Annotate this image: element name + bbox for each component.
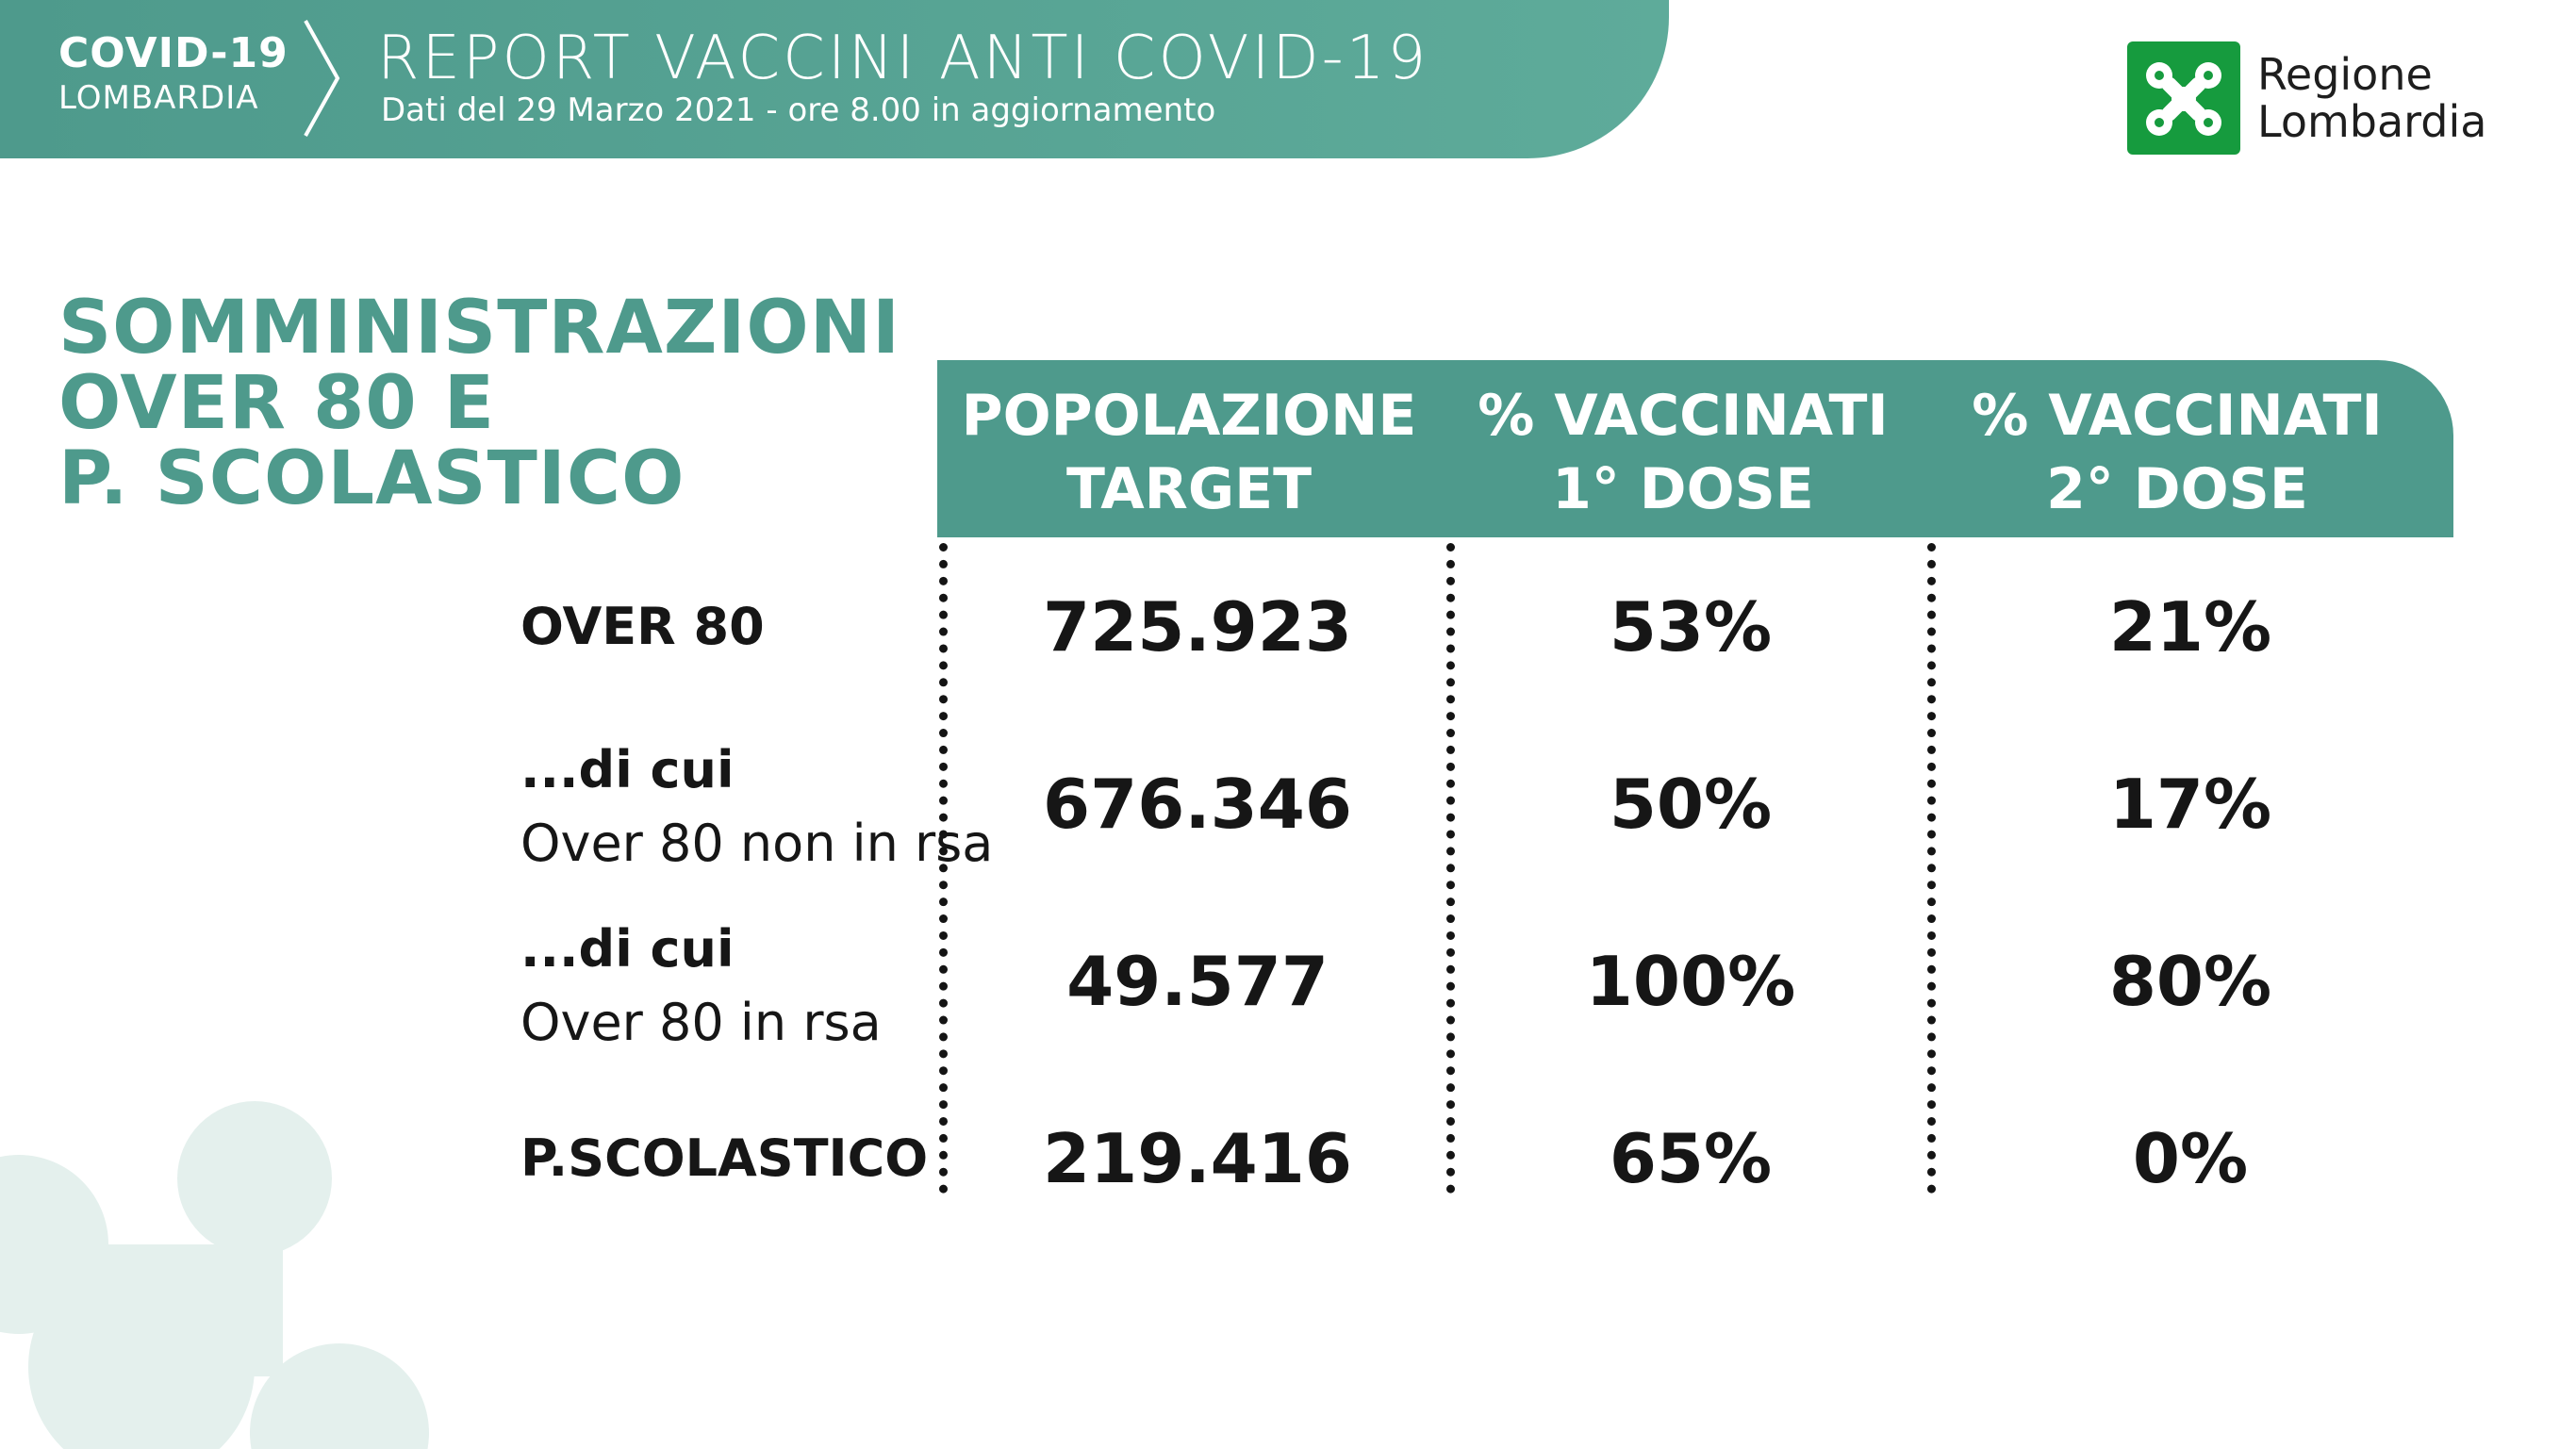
cell-target-over-80-non-rsa: 676.346 <box>1043 765 1352 844</box>
section-title <box>58 286 901 521</box>
column-header-dose1 <box>1441 379 1925 526</box>
report-title: REPORT VACCINI ANTI COVID-19 <box>377 24 1429 93</box>
logo-text-lombardia: Lombardia <box>2257 96 2487 147</box>
row-label-line: ...di cui <box>520 919 735 979</box>
column-header-line: 2° DOSE <box>2046 456 2308 522</box>
cell-dose2-over-80: 21% <box>2108 587 2272 667</box>
row-label-line: P.SCOLASTICO <box>520 1128 929 1188</box>
section-title-line-3: P. SCOLASTICO <box>58 436 685 521</box>
cell-dose1-over-80-rsa: 100% <box>1585 942 1796 1021</box>
column-header-line: POPOLAZIONE <box>961 383 1417 449</box>
header-bar <box>0 0 1669 158</box>
regione-lombardia-logo-icon <box>2127 41 2240 155</box>
row-label-over-80-rsa <box>520 913 882 1060</box>
column-header-line: % VACCINATI <box>1478 383 1889 449</box>
report-date: Dati del 29 Marzo 2021 - ore 8.00 in aggiornamento <box>381 91 1216 129</box>
chevron-right-icon <box>300 17 343 140</box>
cell-dose1-over-80: 53% <box>1609 587 1773 667</box>
cell-target-over-80-rsa: 49.577 <box>1066 942 1329 1021</box>
table-header <box>937 360 2453 537</box>
column-header-target <box>937 379 1441 526</box>
dotted-separator <box>1446 543 1455 1194</box>
logo-text-regione: Regione <box>2257 49 2433 100</box>
cell-dose1-over-80-non-rsa: 50% <box>1609 765 1773 844</box>
row-label-over-80-non-rsa <box>520 733 993 881</box>
brand-title: COVID-19 <box>58 29 289 77</box>
column-header-line: % VACCINATI <box>1972 383 2383 449</box>
section-title-line-1: SOMMINISTRAZIONI <box>58 286 901 370</box>
row-label-line: Over 80 in rsa <box>520 993 882 1052</box>
row-label-p-scolastico <box>520 1122 928 1195</box>
cell-target-over-80: 725.923 <box>1043 587 1352 667</box>
decorative-rosa-camuna-icon <box>0 1084 434 1449</box>
row-label-line: Over 80 non in rsa <box>520 814 994 873</box>
brand-subtitle: LOMBARDIA <box>58 79 259 117</box>
column-header-line: 1° DOSE <box>1552 456 1814 522</box>
column-header-dose2 <box>1925 379 2429 526</box>
column-header-line: TARGET <box>1065 456 1313 522</box>
row-label-over-80 <box>520 590 765 664</box>
dotted-separator <box>1927 543 1936 1194</box>
cell-dose2-p-scolastico: 0% <box>2132 1119 2249 1198</box>
cell-target-p-scolastico: 219.416 <box>1043 1119 1352 1198</box>
cell-dose1-p-scolastico: 65% <box>1609 1119 1773 1198</box>
cell-dose2-over-80-rsa: 80% <box>2108 942 2272 1021</box>
cell-dose2-over-80-non-rsa: 17% <box>2108 765 2272 844</box>
row-label-line: OVER 80 <box>520 597 765 656</box>
row-label-line: ...di cui <box>520 740 735 799</box>
section-title-line-2: OVER 80 E <box>58 361 496 446</box>
